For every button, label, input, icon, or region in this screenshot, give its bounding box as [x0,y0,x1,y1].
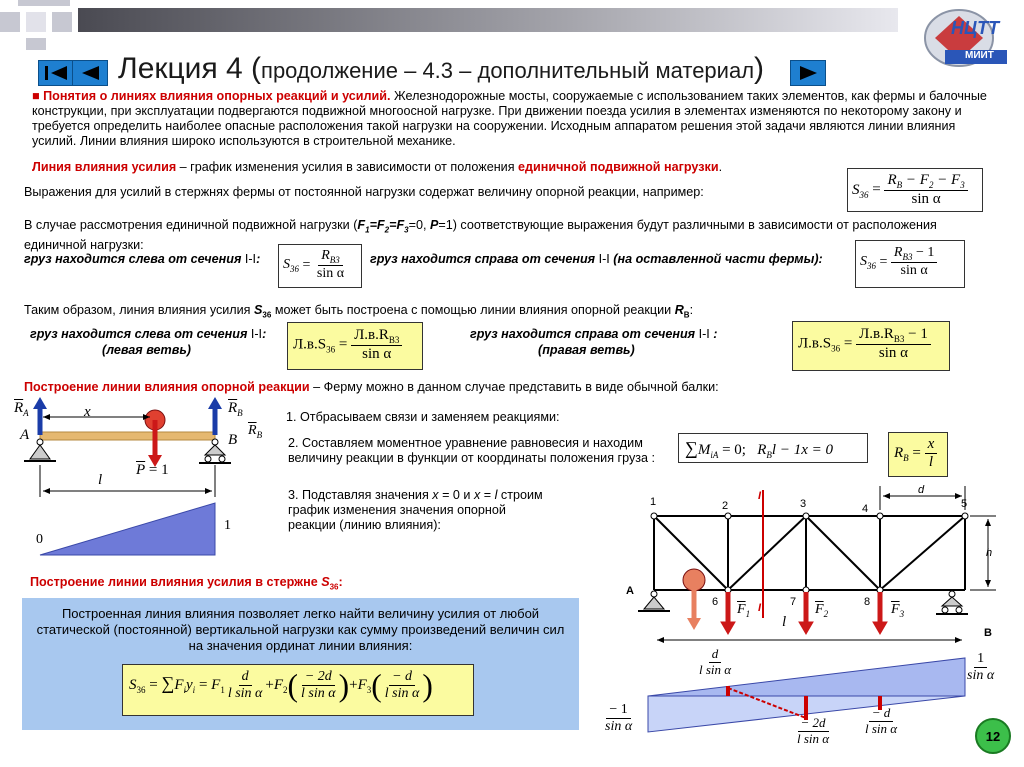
line-expressions: Выражения для усилий в стержнях фермы от постоянной нагрузки содержат величину опорной реакции, например: [24,185,704,199]
node-2: 2 [722,500,729,512]
ordinate-left: $\frac{- 1}{\text{sin α}}$ [605,702,633,735]
formula-s36-constant: $S_{36}$ = $\frac{R_B - F_2 - F_3}{\text{sin α}}$ [847,168,983,212]
formula-right-case: $S_{36}$ = $\frac{R_{B3} - 1}{\text{sin α}}$ [855,240,965,288]
truss-d-label: d [918,484,925,496]
section-bottom-label: I [758,602,762,614]
logo-subtext: МИИТ [965,50,994,61]
prev-slide-button[interactable] [72,60,108,86]
node-6: 6 [712,596,719,608]
step-2: 2. Составляем моментное уравнение равновесия и находим величину реакции в функции от координаты положения груза : [288,436,656,465]
branch-right-note: (правая ветвь) [538,343,635,357]
lv-right-formula: $Л.в.S_{36}$ = $\frac{Л.в.R_{B3} - 1}{\text{sin α}}$ [792,321,950,371]
triangle-left-icon [73,61,107,85]
final-formula: $S_{36} = \sum F_iy_i = F_1$ $\frac{d}{\text{l sin α}}$ $+F_2$( $\frac{- 2d}{\text{l sin α}}$ )$+F_3$( $\frac{- d}{\text{l sin α}}$ ) [122,664,474,716]
ordinate-right: $\frac{1}{\text{sin α}}$ [967,651,995,684]
truss-b-label: B [984,627,992,639]
summary-text: Построенная линия влияния позволяет легко найти величину усилия от любой статической (постоянной) вертикальной нагрузки как сумму произведений величин сил на значения ординат линии влияния: [36,606,565,653]
page-number-badge [975,718,1011,754]
section-top-label: I [758,490,762,502]
step-3: 3. Подставляя значения x = 0 и x = l строим график изменения значения опорной реакции (линию влияния): [288,488,543,532]
triangle-right-icon [791,61,825,85]
skip-back-icon [39,61,73,85]
logo-text: НЦТТ [951,18,1000,38]
beam-rb-label: $\overline{R}_B$ [228,400,243,418]
truss-a-label: A [626,585,634,597]
beam-a-label: A [20,427,30,443]
lv-left-formula: $Л.в.S_{36}$ = $\frac{Л.в.R_{B3}}{\text{sin α}}$ [287,322,423,370]
beam-rb2-label: $\overline{R}_B$ [248,423,263,440]
node-7: 7 [790,596,797,608]
logo [915,6,1011,68]
beam-p-label: $\overline{P} = 1$ [136,462,169,478]
influence-triangle [40,503,215,555]
formula-left-case: $S_{36}$ = $\frac{R_{B3}}{\text{sin α}}$ [278,244,362,288]
intro-heading: Понятия о линиях влияния опорных реакций и усилий. [43,89,391,103]
force-f2-label: $\overline{F}_2$ [815,602,829,619]
definition-line: Линия влияния усилия – график изменения усилия в зависимости от положения единичной подвижной нагрузки. [32,160,723,174]
corner-grid-decoration [0,0,1024,50]
branch-left-note: (левая ветвь) [102,343,191,357]
beam-ra-label: $\overline{R}_A$ [14,400,29,418]
intro-paragraph: ■ Понятия о линиях влияния опорных реакций и усилий. Железнодорожные мосты, сооружаемые с использованием таких элементов, как фермы и балочные конструкции, при эксплуатации подвергаются подвижной многоосной нагрузке. При движении поезда усилия в элементах изменяются по некоторому закону и требуется определить наиболее опасные расположения такой нагрузки на сооружении. Исходным аппаратом решения этой задачи являются линии влияния усилий. Линии влияния широко используются в строительной механике. [32,89,987,148]
node-5: 5 [961,498,968,510]
step-1: 1. Отбрасываем связи и заменяем реакциями: [286,410,560,424]
truss-l-label: l [782,614,787,630]
node-3: 3 [800,498,807,510]
page-number: 12 [985,729,1001,744]
force-f1-label: $\overline{F}_1$ [737,602,751,619]
influence-zero-label: 0 [36,532,43,547]
case-left-label: груз находится слева от сечения I-I: [24,252,261,266]
case-right-label: груз находится справа от сечения I-I (на оставленной части фермы): [370,252,823,266]
beam-l-label: l [98,472,103,488]
ordinate-top-left: $\frac{d}{\text{l sin α}}$ [699,646,732,677]
force-f3-label: $\overline{F}_3$ [891,602,905,619]
beam-x-label: x [84,404,91,420]
node-8: 8 [864,596,871,608]
s36-heading: Построение линии влияния усилия в стержне $S_{36}$: [30,575,343,592]
influence-one-label: 1 [224,518,231,533]
first-slide-button[interactable] [38,60,74,86]
branch-right-label: груз находится справа от сечения I-I : [470,327,718,341]
rb-equation: $R_B$ = $\frac{x}{l}$ [888,432,948,477]
beam-diagram [0,395,290,570]
moment-equation: $\sum M_{iA} = 0$; $R_Bl - 1x = 0$ [678,433,868,463]
line-unit-load: В случае рассмотрения единичной подвижной нагрузки ($F_1=F_2=F_3=0$, P=1) соответствующие выражения будут различными в зависимости от расположения единичной нагрузки: [24,218,937,252]
beam-b-label: B [228,432,238,448]
ordinate-bottom-mid: $\frac{- 2d}{\text{l sin α}}$ [797,715,830,746]
truss-h-label: h [986,547,993,559]
page-title: Лекция 4 (продолжение – 4.3 – дополнительный материал) [118,52,765,85]
next-slide-button[interactable] [790,60,826,86]
beam [40,432,215,440]
support-b [199,439,231,463]
node-1: 1 [650,496,657,508]
ordinate-bottom-right: $\frac{- d}{\text{l sin α}}$ [865,705,898,736]
branch-left-label: груз находится слева от сечения I-I: [30,327,267,341]
node-4: 4 [862,503,869,515]
reaction-heading: Построение линии влияния опорной реакции – Ферму можно в данном случае представить в виде обычной балки: [24,380,719,394]
thus-line: Таким образом, линия влияния усилия $S_{36}$ может быть построена с помощью линии влияния опорной реакции $R_B$: [24,303,694,320]
